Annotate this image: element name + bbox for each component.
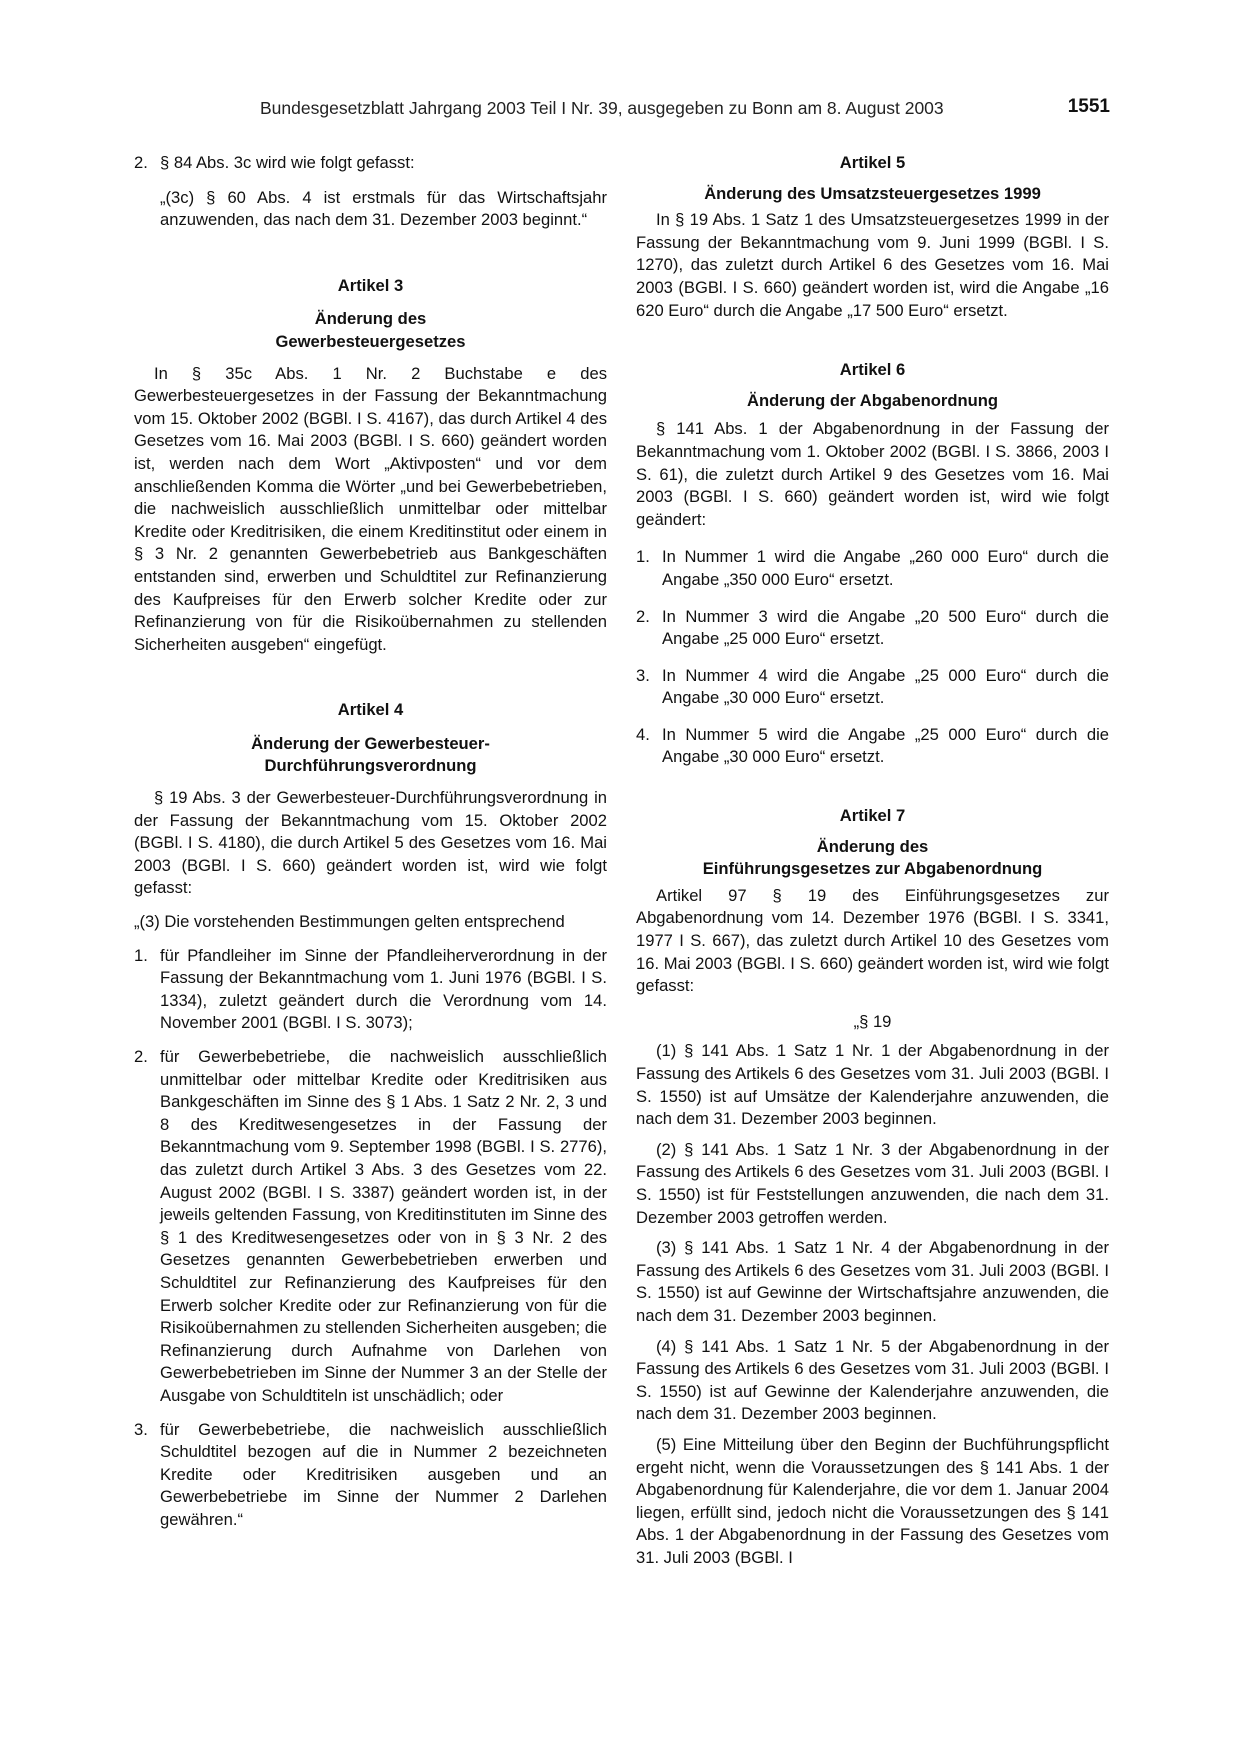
item-text: In Nummer 1 wird die Angabe „260 000 Euro“ durch die Angabe „350 000 Euro“ ersetzt. (662, 547, 1109, 589)
list-item (636, 546, 1109, 591)
article-3-heading-line1: Änderung des (314, 309, 427, 329)
article-4-title: Artikel 4 (337, 700, 404, 720)
running-head: Bundesgesetzblatt Jahrgang 2003 Teil I Nr. 39, ausgegeben zu Bonn am 8. August 2003 (260, 98, 944, 118)
article-7-title: Artikel 7 (839, 806, 906, 826)
section-label: „§ 19 (853, 1011, 892, 1031)
page-header (260, 98, 1110, 126)
subsection-1: (1) § 141 Abs. 1 Satz 1 Nr. 1 der Abgabenordnung in der Fassung des Artikels 6 des Gesetzes vom 31. Juli 2003 (BGBl. I S. 1550) ist auf Umsätze der Kalenderjahre anzuwenden, die nach dem 31. Dezember 2003 beginnen. (636, 1041, 1109, 1129)
item-number: 4. (636, 724, 650, 744)
article-6-title: Artikel 6 (839, 360, 906, 380)
subsection-2: (2) § 141 Abs. 1 Satz 1 Nr. 3 der Abgabenordnung in der Fassung des Artikels 6 des Gesetzes vom 31. Juli 2003 (BGBl. I S. 1550) ist für Feststellungen anzuwenden, die nach dem 31. Dezember 2003 getroffen werden. (636, 1139, 1109, 1227)
article-6-heading: Änderung der Abgabenordnung (746, 390, 999, 410)
subsection-3: (3) § 141 Abs. 1 Satz 1 Nr. 4 der Abgabenordnung in der Fassung des Artikels 6 des Gesetzes vom 31. Juli 2003 (BGBl. I S. 1550) ist auf Gewinne der Wirtschaftsjahre anzuwenden, die nach dem 31. Dezember 2003 beginnen. (636, 1238, 1109, 1325)
right-column (636, 152, 1109, 1569)
left-column (134, 152, 607, 1531)
list-item (134, 1046, 607, 1408)
list-item (134, 152, 607, 175)
item-text: für Pfandleiher im Sinne der Pfandleiherverordnung in der Fassung der Bekanntmachung vom 1. Juni 1976 (BGBl. I S. 1334), zuletzt geändert durch die Verordnung vom 14. November 2001 (BGBl. I S. 3073); (160, 945, 607, 1033)
item-number: 3. (636, 665, 650, 685)
article-6-text: § 141 Abs. 1 der Abgabenordnung in der Fassung der Bekanntmachung vom 1. Oktober 2002 (BGBl. I S. 3866, 2003 I S. 61), die zuletzt durch Artikel 9 des Gesetzes vom 16. Mai 2003 (BGBl. I S. 660) geändert worden ist, wird wie folgt geändert: (636, 419, 1109, 529)
article-3-title: Artikel 3 (337, 275, 404, 295)
page-number: 1551 (1067, 96, 1110, 117)
item-text: In Nummer 3 wird die Angabe „20 500 Euro“ durch die Angabe „25 000 Euro“ ersetzt. (662, 606, 1109, 649)
list-item (636, 606, 1109, 651)
article-5-title: Artikel 5 (839, 153, 906, 172)
subsection-5: (5) Eine Mitteilung über den Beginn der Buchführungspflicht ergeht nicht, wenn die Voraussetzungen des § 141 Abs. 1 der Abgabenordnung für Kalenderjahre, die vor dem 1. Januar 2004 liegen, erfüllt sind, jedoch nicht die Voraussetzungen des § 141 Abs. 1 der Abgabenordnung in der Fassung des Gesetzes vom 31. Juli 2003 (BGBl. I (636, 1434, 1109, 1567)
item-number: 2. (134, 153, 148, 172)
item-number: 1. (134, 945, 148, 965)
item-number: 2. (636, 606, 650, 626)
list-item (636, 665, 1109, 710)
article-7-heading-line2: Einführungsgesetzes zur Abgabenordnung (702, 859, 1043, 879)
item-number: 2. (134, 1047, 148, 1066)
list-item (134, 945, 607, 1035)
article-3-heading-line2: Gewerbesteuergesetzes (275, 331, 466, 351)
item-number: 3. (134, 1419, 148, 1439)
quote-intro: „(3) Die vorstehenden Bestimmungen gelten entsprechend (134, 912, 565, 932)
subsection-4: (4) § 141 Abs. 1 Satz 1 Nr. 5 der Abgabenordnung in der Fassung des Artikels 6 des Gesetzes vom 31. Juli 2003 (BGBl. I S. 1550) ist auf Gewinne der Kalenderjahre anzuwenden, die nach dem 31. Dezember 2003 beginnen. (636, 1336, 1109, 1424)
item-text: § 84 Abs. 3c wird wie folgt gefasst: (160, 153, 415, 172)
article-4-heading-line2: Durchführungsverordnung (264, 756, 477, 776)
article-5-heading: Änderung des Umsatzsteuergesetzes 1999 (704, 183, 1041, 203)
article-7-heading-line1: Änderung des (816, 836, 929, 856)
quoted-paragraph: „(3c) § 60 Abs. 4 ist erstmals für das Wirtschaftsjahr anzuwenden, das nach dem 31. Dezember 2003 beginnt.“ (160, 187, 607, 230)
item-text: für Gewerbebetriebe, die nachweislich ausschließlich Schuldtitel bezogen auf die in Nummer 2 bezeichneten Kredite oder Kreditrisiken ausgeben und an Gewerbebetriebe im Sinne der Nummer 2 Darlehen gewähren.“ (160, 1419, 607, 1529)
list-item (636, 724, 1109, 769)
item-text: In Nummer 4 wird die Angabe „25 000 Euro“ durch die Angabe „30 000 Euro“ ersetzt. (662, 665, 1109, 708)
article-5-text: In § 19 Abs. 1 Satz 1 des Umsatzsteuergesetzes 1999 in der Fassung der Bekanntmachung vom 9. Juni 1999 (BGBl. I S. 1270), das zuletzt durch Artikel 6 des Gesetzes vom 16. Mai 2003 (BGBl. I S. 660) geändert worden ist, wird die Angabe „16 620 Euro“ durch die Angabe „17 500 Euro“ ersetzt. (636, 210, 1109, 320)
article-4-heading-line1: Änderung der Gewerbesteuer- (251, 733, 490, 753)
item-text: für Gewerbebetriebe, die nachweislich ausschließlich unmittelbar oder mittelbar Kredite oder Kreditrisiken aus Bankgeschäften im Sinne des § 1 Abs. 1 Satz 2 Nr. 2, 3 und 8 des Kreditwesengesetzes in der Fassung der Bekanntmachung vom 9. September 1998 (BGBl. I S. 2776), das zuletzt durch Artikel 3 Abs. 3 des Gesetzes vom 22. August 2002 (BGBl. I S. 3387) geändert worden ist, in der jeweils geltenden Fassung, von Kreditinstituten im Sinne des § 1 des Kreditwesengesetzes oder von in § 3 Nr. 2 des Gesetzes genannten Gewerbebetrieben erwerben und Schuldtitel zur Refinanzierung des Kaufpreises für den Erwerb solcher Kredite oder zur Refinanzierung von für die Risikoübernahmen zu stellenden Sicherheiten ausgeben; die Refinanzierung durch Aufnahme von Darlehen von Gewerbebetrieben im Sinne der Nummer 3 an der Stelle der Ausgabe von Schuldtiteln ist unschädlich; oder (160, 1047, 607, 1405)
list-item (134, 1419, 607, 1532)
item-text: In Nummer 5 wird die Angabe „25 000 Euro“ durch die Angabe „30 000 Euro“ ersetzt. (662, 724, 1109, 767)
item-number: 1. (636, 547, 650, 567)
article-4-text: § 19 Abs. 3 der Gewerbesteuer-Durchführungsverordnung in der Fassung der Bekanntmachung vom 15. Oktober 2002 (BGBl. I S. 4180), die durch Artikel 5 des Gesetzes vom 16. Mai 2003 (BGBl. I S. 660) geändert worden ist, wird wie folgt gefasst: (134, 788, 607, 898)
article-3-text: In § 35c Abs. 1 Nr. 2 Buchstabe e des Gewerbesteuergesetzes in der Fassung der Bekanntmachung vom 15. Oktober 2002 (BGBl. I S. 4167), das durch Artikel 4 des Gesetzes vom 16. Mai 2003 (BGBl. I S. 660) geändert worden ist, werden nach dem Wort „Aktivposten“ und vor dem anschließenden Komma die Wörter „und bei Gewerbebetrieben, die nachweislich ausschließlich unmittelbar oder mittelbar Kredite oder Kreditrisiken, die einem Kreditinstitut oder einem in § 3 Nr. 2 genannten Gewerbebetrieb aus Bankgeschäften entstanden sind, erwerben und Schuldtitel zur Refinanzierung des Kaufpreises für den Erwerb solcher Kredite oder zur Refinanzierung von für die Risikoübernahmen zu stellenden Sicherheiten ausgeben“ eingefügt. (134, 363, 607, 654)
article-7-text: Artikel 97 § 19 des Einführungsgesetzes zur Abgabenordnung vom 14. Dezember 1976 (BGBl. I S. 3341, 1977 I S. 667), das zuletzt durch Artikel 10 des Gesetzes vom 16. Mai 2003 (BGBl. I S. 660) geändert worden ist, wird wie folgt gefasst: (636, 885, 1109, 996)
